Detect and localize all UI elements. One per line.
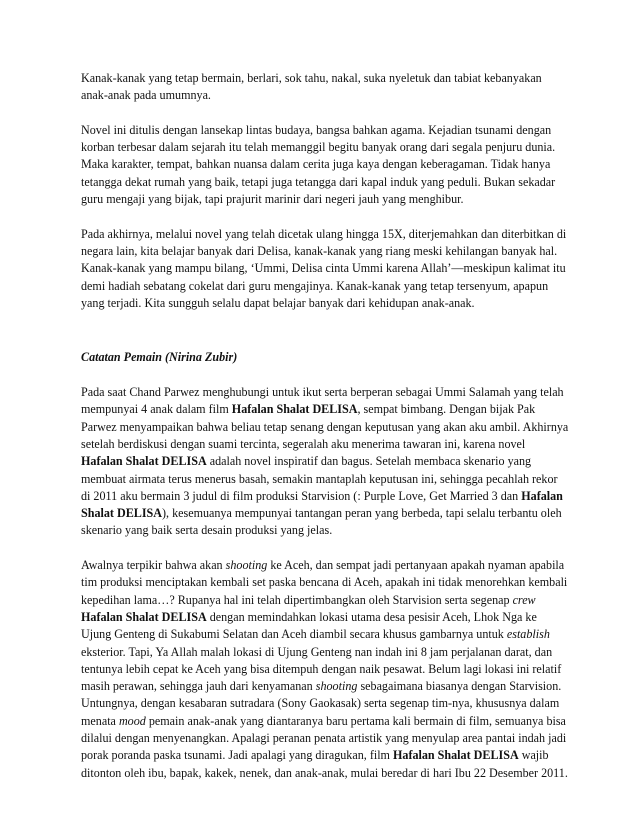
text-run: adalah novel inspiratif dan bagus. Setelah membaca skenario yang membuat airmata terus menerus basah, semakin mantaplah keputusan ini, sehingga pecahlah rekor di 2011 aku bermain 3 judul di film produksi Starvision (: Purple Love, Get Married 3 dan	[81, 454, 558, 503]
text-run: , sempat bimbang. Dengan bijak Pak Parwez menyampaikan bahwa beliau tetap senang dengan keputusan yang akan aku ambil. Akhirnya setelah berdiskusi dengan suami tercinta, segeralah aku menerima tawaran ini, karena novel	[81, 402, 569, 451]
text-run: eksterior. Tapi, Ya Allah malah lokasi di Ujung Genteng nan indah ini 8 jam perjalanan darat, dan tentunya lebih cepat ke Aceh yang bisa ditempuh dengan naik pesawat. Belum lagi lokasi ini relatif masih perawan, sehingga jauh dari kenyamanan	[81, 644, 562, 694]
film-title: Hafalan Shalat DELISA	[231, 402, 358, 417]
italic-term: shooting	[315, 679, 358, 694]
italic-term: crew	[512, 592, 536, 607]
film-title: Hafalan Shalat DELISA	[393, 748, 519, 763]
document-page	[81, 70, 569, 799]
intro-paragraph-2: Novel ini ditulis dengan lansekap lintas budaya, bangsa bahkan agama. Kejadian tsunami dengan korban terbesar dalam sejarah itu telah memanggil begitu banyak orang dari segala penjuru dunia. Maka karakter, tempat, bahkan nuansa dalam cerita juga kaya dengan keberagaman. Tidak hanya tetangga dekat rumah yang baik, tetapi juga tetangga dari kapal induk yang peduli. Bukan sekadar guru mengaji yang bijak, tapi prajurit marinir dari negeri jauh yang menghibur.	[81, 122, 556, 207]
text-run: sebagaimana biasanya dengan Starvision. Untungnya, dengan kesabaran sutradara (Sony Gaokasak) serta segenap tim-nya, khususnya dalam menata	[81, 679, 562, 728]
text-run: pemain anak-anak yang diantaranya baru pertama kali bermain di film, semuanya bisa dilalui dengan menyenangkan. Apalagi peranan penata artistik yang menyulap area pantai indah jadi porak poranda paska tsunami. Jadi apalagi yang diragukan, film	[81, 713, 567, 763]
film-title: Hafalan Shalat DELISA	[81, 488, 563, 521]
player-note-paragraph-1	[81, 384, 569, 540]
player-note-paragraph-2	[81, 557, 569, 782]
text-run: Pada saat Chand Parwez menghubungi untuk ikut serta berperan sebagai Ummi Salamah yang telah mempunyai 4 anak dalam film	[81, 385, 564, 417]
italic-term: establish	[506, 627, 550, 642]
film-title: Hafalan Shalat DELISA	[81, 609, 207, 624]
italic-term: shooting	[225, 558, 268, 573]
section-spacer	[81, 329, 569, 349]
text-run: Awalnya terpikir bahwa akan	[81, 558, 226, 573]
film-title: Hafalan Shalat DELISA	[81, 454, 207, 469]
section-heading: Catatan Pemain (Nirina Zubir)	[81, 350, 238, 365]
text-run: dengan memindahkan lokasi utama desa pesisir Aceh, Lhok Nga ke Ujung Genteng di Sukabumi Selatan dan Aceh diambil secara khusus gambarnya untuk	[81, 609, 537, 642]
italic-term: mood	[118, 713, 146, 728]
text-run: ), kesemuanya mempunyai tantangan peran yang berbeda, tapi selalu terbantu oleh skenario yang baik serta desain produksi yang jelas.	[81, 506, 562, 538]
text-run: wajib ditonton oleh ibu, bapak, kakek, nenek, dan anak-anak, mulai beredar di hari Ibu 22 Desember 2011.	[81, 748, 568, 780]
text-run: ke Aceh, dan sempat jadi pertanyaan apakah nyaman apabila tim produksi menciptakan kembali set paska bencana di Aceh, apakah ini tidak menorehkan kembali kepedihan lama…? Rupanya hal ini telah dipertimbangkan oleh Starvision serta segenap	[81, 558, 568, 607]
intro-paragraph-1: Kanak-kanak yang tetap bermain, berlari, sok tahu, nakal, suka nyeletuk dan tabiat kebanyakan anak-anak pada umumnya.	[81, 71, 542, 103]
intro-paragraph-3: Pada akhirnya, melalui novel yang telah dicetak ulang hingga 15X, diterjemahkan dan diterbitkan di negara lain, kita belajar banyak dari Delisa, kanak-kanak yang riang meski kehilangan banyak hal. Kanak-kanak yang mampu bilang, ‘Ummi, Delisa cinta Ummi karena Allah’—meskipun kalimat itu demi hadiah sebatang cokelat dari guru mengajinya. Kanak-kanak yang tetap tersenyum, apapun yang terjadi. Kita sungguh selalu dapat belajar banyak dari kehidupan anak-anak.	[81, 226, 567, 310]
